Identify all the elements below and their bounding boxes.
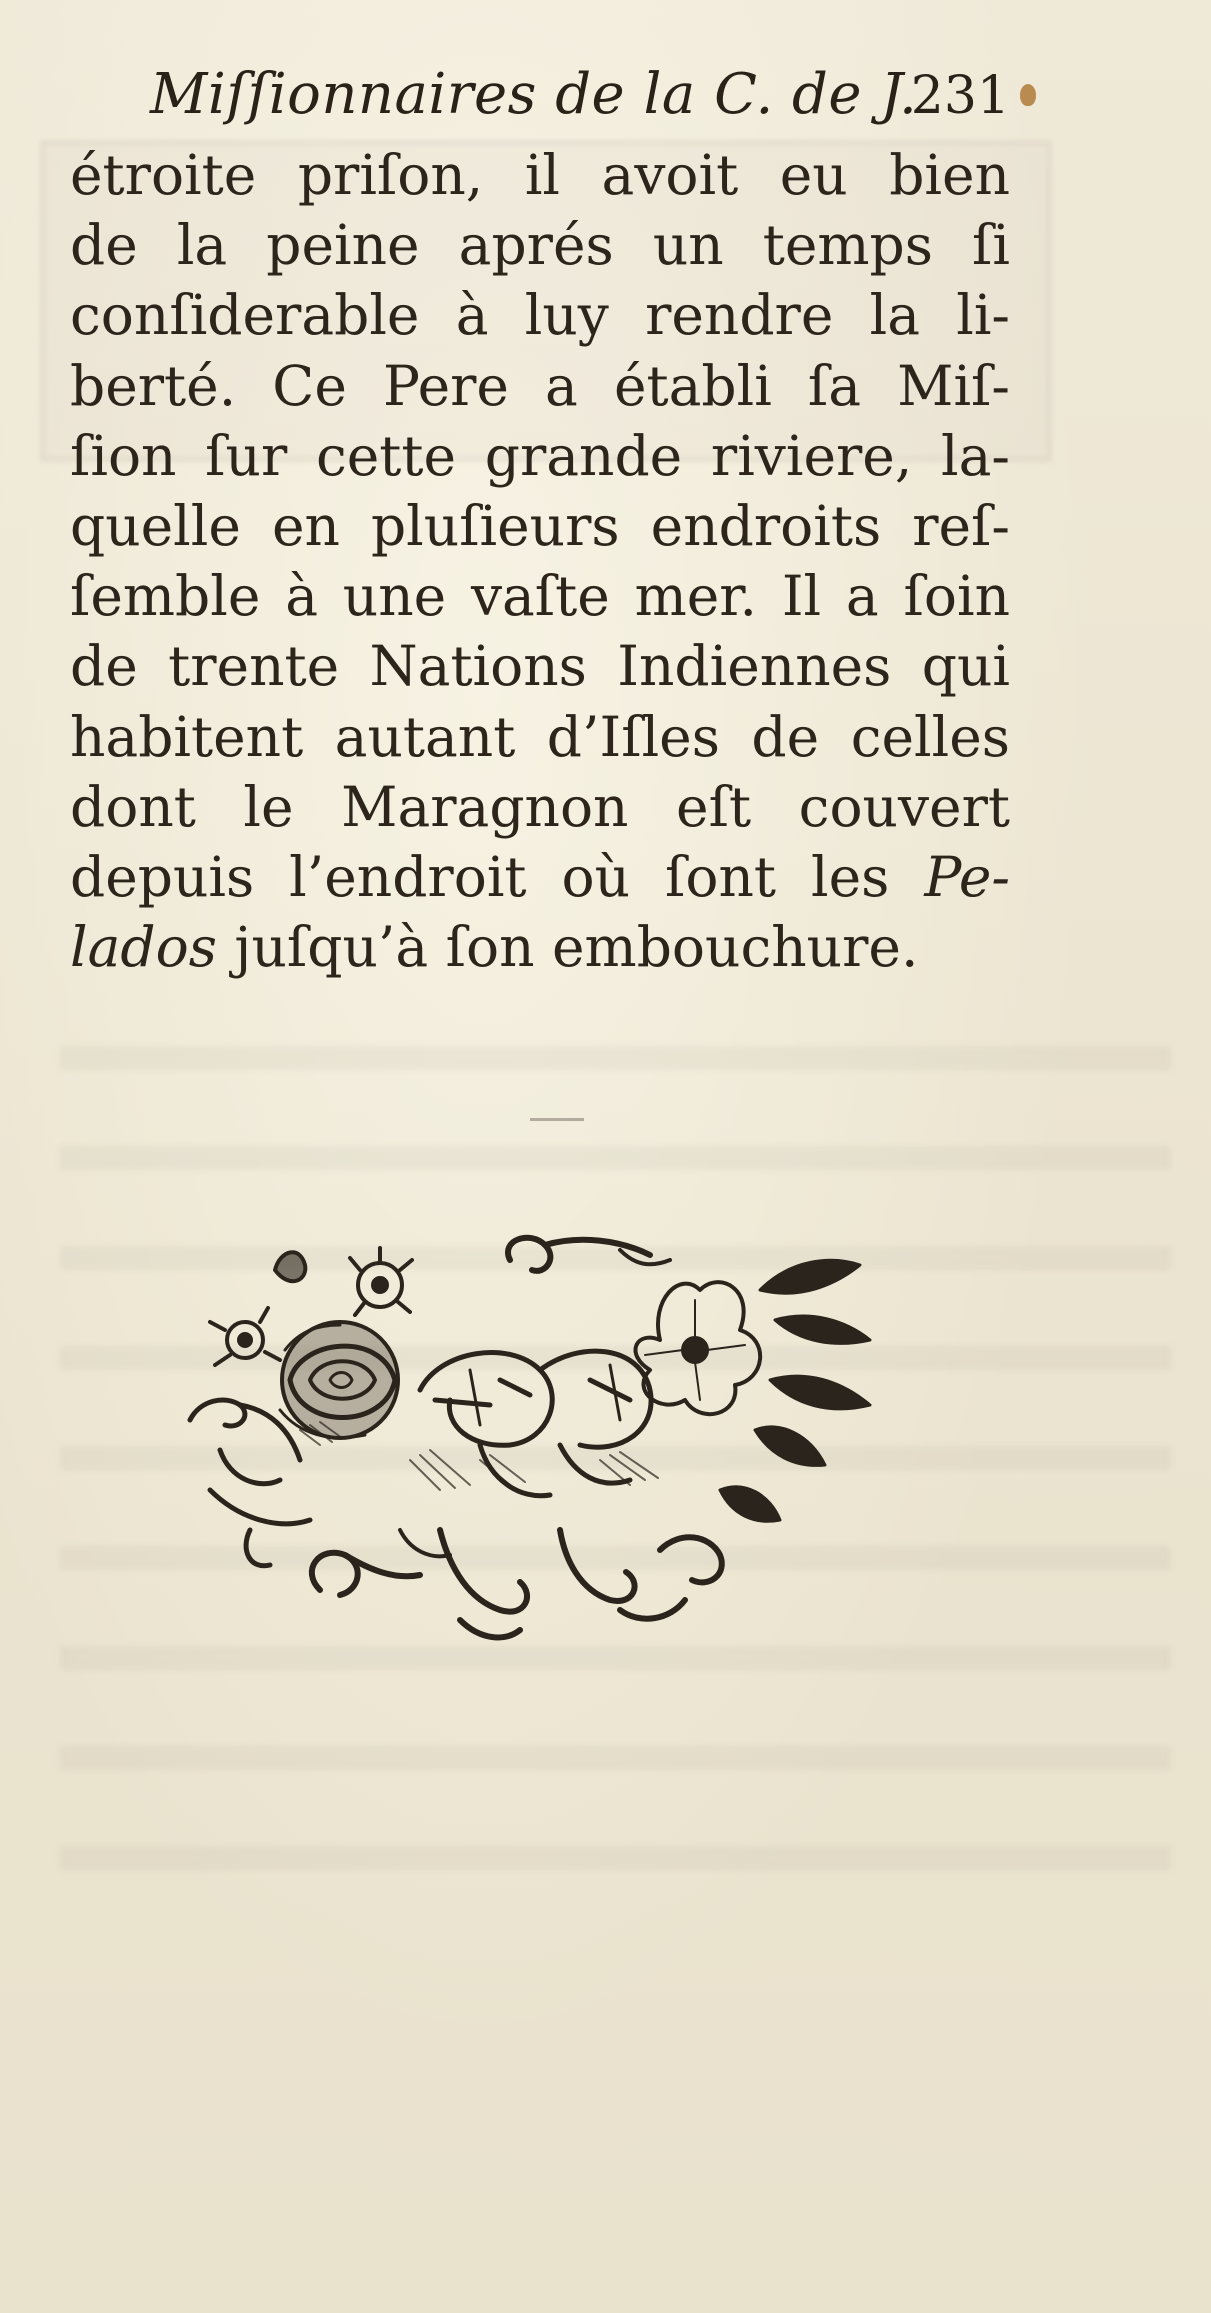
text-line: dont le Maragnon eſt couvert bbox=[70, 774, 1010, 839]
page-header bbox=[150, 62, 1010, 132]
italic-word: Pe- bbox=[924, 844, 1011, 909]
ink-spot-icon bbox=[1020, 84, 1036, 106]
top-curl-icon bbox=[508, 1238, 670, 1271]
floral-tailpiece-icon bbox=[180, 1230, 880, 1700]
lily-right-icon bbox=[636, 1282, 761, 1414]
body-text bbox=[70, 140, 1010, 982]
text-line: habitent autant d’Iſles de celles bbox=[70, 704, 1010, 769]
bottom-scrolls-icon bbox=[312, 1530, 722, 1637]
leaf-scroll-left-icon bbox=[190, 1400, 310, 1566]
text-line-with-italic bbox=[70, 842, 1010, 912]
faint-divider bbox=[530, 1118, 584, 1121]
text-line: ſemble à une vaſte mer. Il a ſoin bbox=[70, 564, 1010, 629]
text-line: de trente Nations Indiennes qui bbox=[70, 634, 1010, 699]
italic-word: lados bbox=[70, 915, 217, 980]
text-line-last bbox=[70, 912, 1010, 982]
page-number: 231 bbox=[910, 66, 1010, 126]
text-line: ſion ſur cette grande riviere, la- bbox=[70, 423, 1010, 488]
text-line: de la peine aprés un temps ſi bbox=[70, 213, 1010, 278]
rose-left-icon bbox=[280, 1322, 398, 1438]
text-line: quelle en pluſieurs endroits reſ- bbox=[70, 493, 1010, 558]
text-line: berté. Ce Pere a établi ſa Miſ- bbox=[70, 353, 1010, 418]
text-segment: juſqu’à ſon embouchure. bbox=[216, 915, 919, 980]
text-segment: depuis l’endroit où ſont les bbox=[70, 844, 890, 909]
text-line: conſiderable à luy rendre la li- bbox=[70, 283, 1010, 348]
running-head: Miſſionnaires de la C. de J. bbox=[150, 62, 918, 127]
text-line: étroite priſon, il avoit eu bien bbox=[70, 143, 1010, 207]
